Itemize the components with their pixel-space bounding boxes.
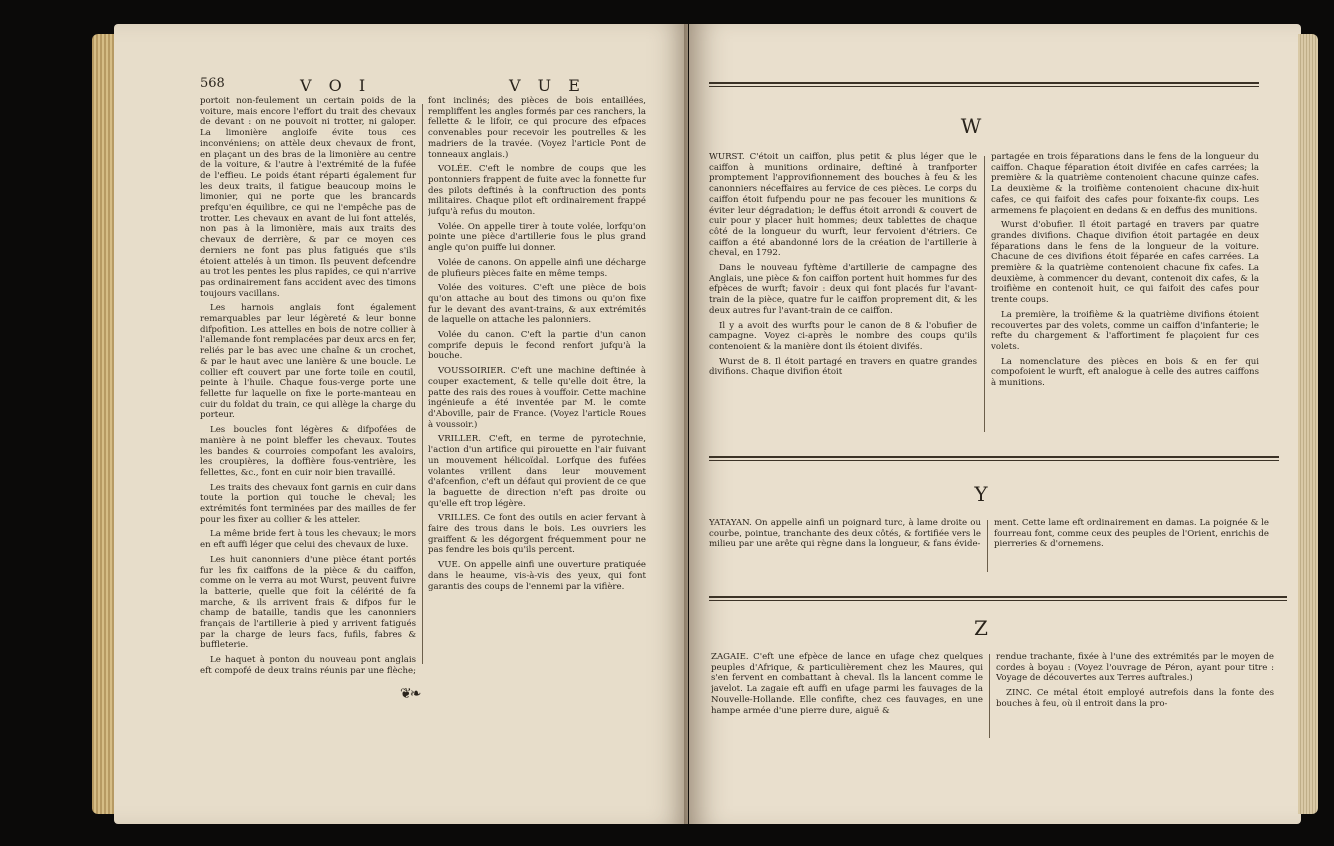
page-number: 568 (200, 76, 225, 91)
left-col1-paragraph: La même bride fert à tous les chevaux; le mors en eft auffi léger que celui des chevaux de luxe. (200, 529, 416, 551)
left-col2-paragraph: VOUSSOIRIER. C'eft une machine deftinée à couper exactement, & telle qu'elle doit être, la patte des rais des roues à vouffoir. Cette machine ingénieufe a été inventée par M. le comte d'Aboville, pair de France. (Voyez l'article Roues à voussoir.) (428, 366, 646, 430)
left-col2-paragraph: Volée du canon. C'eft la partie d'un canon comprife depuis le fecond renfort jufqu'à la bouche. (428, 330, 646, 362)
z-column-rule (989, 654, 990, 738)
left-col2-paragraph: Volée de canons. On appelle ainfi une décharge de plufieurs pièces faite en même temps. (428, 257, 646, 279)
left-col2-paragraph: VOLÉE. C'eft le nombre de coups que les pontonniers frappent de fuite avec la fonnette fur des pilots deftinés à la conftruction des ponts militaires. Chaque pilot eft ordinairement frappé jufqu'à refus du mouton. (428, 164, 646, 218)
w-column-rule (984, 156, 985, 432)
z-col2-paragraph: ZINC. Ce métal étoit employé autrefois dans la fonte des bouches à feu, où il entroit dans la pro- (996, 688, 1274, 709)
w-column-2 (991, 152, 1259, 452)
y-col1-paragraph: YATAYAN. On appelle ainfi un poignard turc, à lame droite ou courbe, pointue, tranchante des deux côtés, & fortifiée vers le milieu par une arête qui règne dans la longueur, & fans évide- (709, 518, 981, 550)
w-col2-paragraph: partagée en trois féparations dans le fens de la longueur du caiffon. Chaque féparation étoit divifée en cafes carrées; la première & la quatrième contenoient chacune quinze cafes. La deuxième & la troifième contenoient chacune dix-huit cafes, ce qui faifoit des cafes pour foixante-fix coups. Les armemens fe plaçoient en dedans & en deffus des munitions. (991, 152, 1259, 216)
left-col1-paragraph: portoit non-feulement un certain poids de la voiture, mais encore l'effort du trait des chevaux de devant : on ne pouvoit ni trotter, ni galoper. La limonière angloife évite tous ces inconvéniens; on attèle deux chevaux de front, en plaçant un des bras de la limonière au centre de la voiture, & l'autre à l'extrémité de la fufée de l'effieu. Le poids étant réparti également fur les deux traits, il fatigue beaucoup moins le limonier, qui ne porte que les brancards prefqu'en équilibre, ce qui ne l'empêche pas de trotter. Les chevaux en avant de lui font attelés, non pas à la limonière, mais aux traits des chevaux de derrière, & par ce moyen ces derniers ne font pas plus fatigués que s'ils étoient attelés à un timon. Ils peuvent defcendre au trot les pentes les plus rapides, ce qui n'arrive pas ordinairement fans accident avec des timons toujours vacillans. (200, 96, 416, 299)
running-head-right: V U E (509, 76, 586, 95)
left-col1-paragraph: Les harnois anglais font également remarquables par leur légèreté & leur bonne difpofition. Les attelles en bois de notre collier à l'allemande font remplacées par deux arcs en fer, reliés par le bas avec une chaîne & un crochet, & par le haut avec une lanière & une boucle. Le collier eft couvert par une forte toile en coutil, peinte à l'huile. Chaque fous-verge porte une fellette fur laquelle on fixe le porte-manteau en cuir du foldat du train, ce qui allège la charge du porteur. (200, 303, 416, 421)
section-letter-y: Y (974, 482, 988, 506)
column-rule (422, 104, 423, 664)
y-column-rule (987, 520, 988, 572)
left-column-2 (428, 96, 646, 676)
left-col1-paragraph: Les traits des chevaux font garnis en cuir dans toute la portion qui touche le cheval; les extrémités font terminées par des mailles de fer pour les fixer au collier & les atteler. (200, 482, 416, 525)
z-col2-paragraph: rendue trachante, fixée à l'une des extrémités par le moyen de cordes à boyau : (Voyez l'ouvrage de Péron, ayant pour titre : Voyage de découvertes aux Terres auftrales.) (996, 652, 1274, 684)
z-column-2 (996, 652, 1274, 752)
open-book (92, 18, 1318, 833)
left-col2-paragraph: font inclinés; des pièces de bois entaillées, rempliffent les angles formés par ces ranchers, la fellette & le lifoir, ce qui procure des efpaces convenables pour recevoir les poutrelles & les madriers de la travée. (Voyez l'article Pont de tonneaux anglais.) (428, 96, 646, 160)
left-col1-paragraph: Les huit canonniers d'une pièce étant portés fur les fix caiffons de la pièce & du caiffon, comme on le verra au mot Wurst, peuvent fuivre la batterie, quelle que foit la célérité de fa marche, & ils arrivent frais & difpos fur le champ de bataille, tandis que les canonniers français de l'artillerie à pied y arrivent fatigués par la charge de leurs facs, fufils, fabres & buffleterie. (200, 554, 416, 651)
left-col2-paragraph: VRILLER. C'eft, en terme de pyrotechnie, l'action d'un artifice qui pirouette en l'air fuivant un mouvement hélicoïdal. Lorfque des fufées volantes vrillent dans leur mouvement d'afcenfion, c'eft un défaut qui provient de ce que la baguette de direction n'eft pas droite ou qu'elle eft trop légère. (428, 434, 646, 509)
w-col1-paragraph: WURST. C'étoit un caiffon, plus petit & plus léger que le caiffon à munitions ordinaire, deftiné à tranfporter promptement l'approvifionnement des bouches à feu & les canonniers néceffaires au fervice de ces pièces. Le corps du caiffon étoit fufpendu pour ne pas fecouer les munitions & éviter leur dégradation; le deffus étoit arrondi & couvert de cuir pour y placer huit hommes; deux tablettes de chaque côté de la longueur du wurft, leur fervoient d'étriers. Ce caiffon a été abandonné lors de la création de l'artillerie à cheval, en 1792. (709, 152, 977, 259)
left-col1-paragraph: Les boucles font légères & difpofées de manière à ne point bleffer les chevaux. Toutes les bandes & courroies compofant les avaloirs, les croupières, la doffière fous-ventrière, les fellettes, &c., font en cuir noir bien travaillé. (200, 425, 416, 478)
w-column-1 (709, 152, 977, 460)
w-col2-paragraph: Wurst d'obufier. Il étoit partagé en travers par quatre grandes divifions. Chaque divifion étoit partagée en deux féparations dans le fens de la longueur de la voiture. Chacune de ces divifions étoit féparée en cafes carrées. La première & la quatrième contenoient chacune fix cafes. La deuxième, à commencer du devant, contenoit dix cafes, & la troifième en contenoit huit, ce qui faifoit des cafes pour trente coups. (991, 220, 1259, 306)
w-col1-paragraph: Dans le nouveau fyftème d'artillerie de campagne des Anglais, une pièce & fon caiffon portent huit hommes fur des efpèces de wurft; favoir : deux qui font placés fur l'avant-train de la pièce, quatre fur le caiffon proprement dit, & les deux autres fur l'avant-train de ce caiffon. (709, 263, 977, 316)
w-col1-paragraph: Wurst de 8. Il étoit partagé en travers en quatre grandes divifions. Chaque divifion étoit (709, 356, 977, 378)
section-letter-w: W (960, 114, 982, 138)
page-edges-right (1298, 34, 1318, 814)
y-column-2 (994, 518, 1269, 578)
y-column-1 (709, 518, 981, 578)
w-col2-paragraph: La nomenclature des pièces en bois & en fer qui compofoient le wurft, eft analogue à celle des autres caiffons à munitions. (991, 356, 1259, 389)
w-col2-paragraph: La première, la troifième & la quatrième divifions étoient recouvertes par des volets, comme un caiffon d'infanterie; le refte du chargement & l'affortiment fe plaçoient fur ces volets. (991, 309, 1259, 352)
z-column-1 (711, 652, 983, 752)
left-col2-paragraph: Volée. On appelle tirer à toute volée, lorfqu'on pointe une pièce d'artillerie fous le plus grand angle qu'on puiffe lui donner. (428, 221, 646, 254)
y-col2-paragraph: ment. Cette lame eft ordinairement en damas. La poignée & le fourreau font, comme ceux des peuples de l'Orient, enrichis de pierreries & d'ornemens. (994, 518, 1269, 550)
left-col2-paragraph: VRILLES. Ce font des outils en acier fervant à faire des trous dans le bois. Les ouvriers les graiffent & les dégorgent fréquemment pour ne pas fendre les bois qu'ils percent. (428, 513, 646, 556)
right-page (689, 24, 1301, 824)
left-column-1 (200, 96, 416, 676)
section-letter-z: Z (974, 616, 988, 640)
left-col1-paragraph: Le haquet à ponton du nouveau pont anglais eft compofé de deux trains réunis par une flèche; (200, 655, 416, 676)
left-page (114, 24, 688, 824)
w-col1-paragraph: Il y a avoit des wurfts pour le canon de 8 & l'obufier de campagne. Voyez ci-après le nombre des coups qu'ils contenoient & la manière dont ils étoient divifés. (709, 320, 977, 352)
left-col2-paragraph: Volée des voitures. C'eft une pièce de bois qu'on attache au bout des timons ou qu'on fixe fur le devant des avant-trains, & aux extrémités de laquelle on attache les palonniers. (428, 283, 646, 326)
left-col2-paragraph: VUE. On appelle ainfi une ouverture pratiquée dans le heaume, vis-à-vis des yeux, qui font garantis des coups de l'ennemi par la vifière. (428, 560, 646, 592)
fleuron-ornament: ❦❧ (400, 686, 420, 702)
running-head-left: V O I (300, 76, 372, 95)
z-col1-paragraph: ZAGAIE. C'eft une efpèce de lance en ufage chez quelques peuples d'Afrique, & particulièrement chez les Maures, qui s'en fervent en combattant à cheval. Ils la lancent comme le javelot. La zagaie eft auffi en ufage parmi les fauvages de la Nouvelle-Hollande. Elle confifte, chez ces fauvages, en une hampe armée d'une pierre dure, aiguë & (711, 652, 983, 716)
